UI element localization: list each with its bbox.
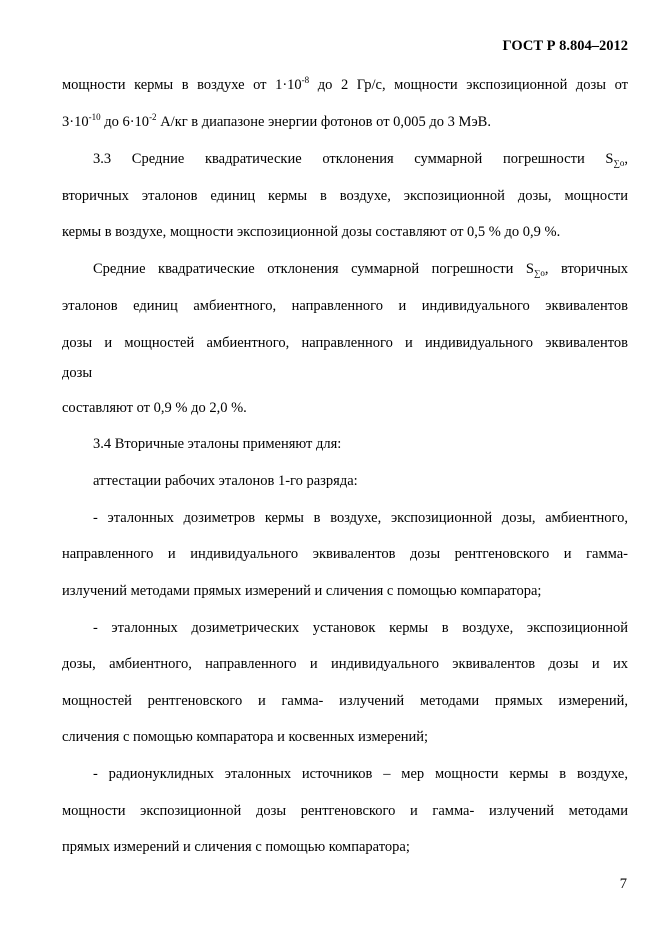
- text-line: прямых измерений и сличения с помощью компаратора;: [62, 839, 410, 855]
- text-line: эталонов единиц амбиентного, направленного и индивидуального эквивалентов: [62, 298, 628, 314]
- text-line: аттестации рабочих эталонов 1-го разряда:: [93, 473, 358, 489]
- list-item: - эталонных дозиметров кермы в воздухе, экспозиционной дозы, амбиентного,: [93, 510, 628, 526]
- text-line: мощности экспозиционной дозы рентгеновского и гамма- излучений методами: [62, 803, 628, 819]
- text-line: направленного и индивидуального эквивалентов дозы рентгеновского и гамма-: [62, 546, 628, 562]
- text-line: составляют от 0,9 % до 2,0 %.: [62, 400, 247, 416]
- list-item: - эталонных дозиметрических установок кермы в воздухе, экспозиционной: [93, 620, 628, 636]
- text-line: мощностей рентгеновского и гамма- излучений методами прямых измерений,: [62, 693, 628, 709]
- section-3-3-line: 3.3 Средние квадратические отклонения суммарной погрешности $S_{\sum о}$,: [93, 151, 628, 168]
- text-line: дозы: [62, 365, 93, 381]
- text-line: дозы и мощностей амбиентного, направленного и индивидуального эквивалентов: [62, 335, 628, 351]
- text-line: излучений методами прямых измерений и сличения с помощью компаратора;: [62, 583, 542, 599]
- text-line: дозы, амбиентного, направленного и индивидуального эквивалентов дозы и их: [62, 656, 628, 672]
- section-3-4-heading: 3.4 Вторичные эталоны применяют для:: [93, 436, 342, 452]
- text-line: Средние квадратические отклонения суммарной погрешности $S_{\sum о}$, вторичных: [93, 261, 628, 278]
- text-line: сличения с помощью компаратора и косвенных измерений;: [62, 729, 429, 745]
- text-line: кермы в воздухе, мощности экспозиционной дозы составляют от 0,5 % до 0,9 %.: [62, 224, 561, 240]
- page-number: 7: [619, 876, 627, 892]
- text-line: мощности кермы в воздухе от $1\cdot 10^{-8}$ до 2 Гр/с, мощности экспозиционной дозы от: [62, 75, 628, 93]
- text-line: вторичных эталонов единиц кермы в воздухе, экспозиционной дозы, мощности: [62, 188, 628, 204]
- document-code-header: ГОСТ Р 8.804–2012: [502, 38, 628, 54]
- list-item: - радионуклидных эталонных источников – мер мощности кермы в воздухе,: [93, 766, 628, 782]
- text-line: $3\cdot 10^{-10}$ до $6\cdot 10^{-2}$ А/кг в диапазоне энергии фотонов от 0,005 до 3 МэВ.: [62, 112, 491, 130]
